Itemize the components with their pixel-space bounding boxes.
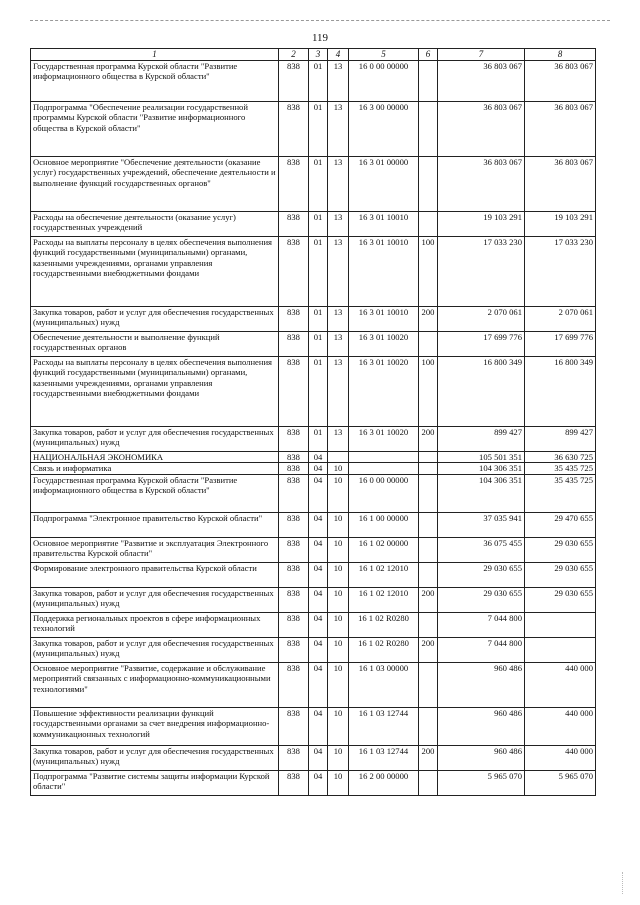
table-row — [31, 212, 596, 237]
cell-section: 04 — [309, 707, 328, 745]
table-row — [31, 662, 596, 707]
cell-amount-2: 2 070 061 — [525, 307, 596, 332]
cell-subsection: 10 — [328, 587, 349, 612]
cell-target-article: 16 3 01 10010 — [349, 212, 419, 237]
cell-name: Формирование электронного правительства Курской области — [31, 562, 279, 587]
cell-amount-2: 16 800 349 — [525, 357, 596, 427]
cell-amount-2 — [525, 637, 596, 662]
top-dashed-rule — [30, 20, 610, 21]
header-col-5: 5 — [349, 49, 419, 61]
cell-amount-1: 899 427 — [438, 427, 525, 452]
cell-name: Основное мероприятие "Обеспечение деятельности (оказание услуг) государственных учреждений, обеспечение деятельности и выполнение функций государственных органов" — [31, 157, 279, 212]
cell-section: 01 — [309, 427, 328, 452]
header-col-4: 4 — [328, 49, 349, 61]
cell-grbs: 838 — [279, 102, 309, 157]
table-row — [31, 637, 596, 662]
table-row — [31, 612, 596, 637]
header-col-8: 8 — [525, 49, 596, 61]
cell-expense-type — [419, 61, 438, 102]
cell-subsection: 10 — [328, 612, 349, 637]
cell-expense-type — [419, 474, 438, 512]
cell-grbs: 838 — [279, 332, 309, 357]
cell-section: 04 — [309, 537, 328, 562]
cell-grbs: 838 — [279, 307, 309, 332]
cell-target-article: 16 3 01 10020 — [349, 427, 419, 452]
cell-amount-2: 35 435 725 — [525, 463, 596, 474]
cell-name: Связь и информатика — [31, 463, 279, 474]
cell-grbs: 838 — [279, 212, 309, 237]
table-row — [31, 537, 596, 562]
cell-name: Основное мероприятие "Развитие, содержание и обслуживание мероприятий связанных с информационно-коммуникационными технологиями" — [31, 662, 279, 707]
table-row — [31, 587, 596, 612]
table-row — [31, 357, 596, 427]
cell-target-article: 16 3 01 10020 — [349, 357, 419, 427]
cell-target-article: 16 1 02 00000 — [349, 537, 419, 562]
cell-section: 01 — [309, 102, 328, 157]
cell-amount-1: 5 965 070 — [438, 770, 525, 795]
cell-name: Закупка товаров, работ и услуг для обеспечения государственных (муниципальных) нужд — [31, 637, 279, 662]
cell-amount-2: 29 470 655 — [525, 512, 596, 537]
cell-name: Подпрограмма "Обеспечение реализации государственной программы Курской области "Развитие информационного общества в Курской области" — [31, 102, 279, 157]
cell-section: 04 — [309, 770, 328, 795]
cell-expense-type — [419, 212, 438, 237]
cell-grbs: 838 — [279, 537, 309, 562]
cell-target-article: 16 3 01 00000 — [349, 157, 419, 212]
cell-amount-1: 17 699 776 — [438, 332, 525, 357]
cell-grbs: 838 — [279, 452, 309, 463]
table-row — [31, 562, 596, 587]
cell-name: Закупка товаров, работ и услуг для обеспечения государственных (муниципальных) нужд — [31, 427, 279, 452]
cell-amount-1: 36 803 067 — [438, 102, 525, 157]
cell-subsection: 13 — [328, 307, 349, 332]
cell-subsection: 10 — [328, 512, 349, 537]
scan-edge-mark — [622, 872, 629, 894]
table-row — [31, 102, 596, 157]
cell-name: Государственная программа Курской области "Развитие информационного общества в Курской области" — [31, 61, 279, 102]
cell-amount-2: 36 803 067 — [525, 157, 596, 212]
table-row — [31, 745, 596, 770]
cell-section: 04 — [309, 512, 328, 537]
cell-subsection: 10 — [328, 537, 349, 562]
cell-subsection: 13 — [328, 237, 349, 307]
cell-expense-type: 200 — [419, 307, 438, 332]
cell-expense-type — [419, 157, 438, 212]
cell-target-article: 16 3 01 10020 — [349, 332, 419, 357]
cell-amount-2: 29 030 655 — [525, 562, 596, 587]
header-col-2: 2 — [279, 49, 309, 61]
table-row — [31, 463, 596, 474]
cell-amount-1: 37 035 941 — [438, 512, 525, 537]
cell-amount-2: 36 803 067 — [525, 61, 596, 102]
cell-expense-type — [419, 612, 438, 637]
table-row — [31, 707, 596, 745]
cell-section: 01 — [309, 237, 328, 307]
table-row — [31, 474, 596, 512]
cell-section: 01 — [309, 212, 328, 237]
cell-amount-2: 29 030 655 — [525, 537, 596, 562]
cell-name: Расходы на выплаты персоналу в целях обеспечения выполнения функций государственными (муниципальными) органами, казенными учреждениями, органами управления государственными внебюджетными фондами — [31, 237, 279, 307]
cell-section: 04 — [309, 587, 328, 612]
cell-name: Закупка товаров, работ и услуг для обеспечения государственных (муниципальных) нужд — [31, 587, 279, 612]
cell-amount-1: 36 803 067 — [438, 157, 525, 212]
cell-section: 04 — [309, 463, 328, 474]
cell-grbs: 838 — [279, 637, 309, 662]
cell-grbs: 838 — [279, 770, 309, 795]
cell-amount-2: 440 000 — [525, 745, 596, 770]
cell-amount-1: 960 486 — [438, 662, 525, 707]
cell-target-article: 16 1 02 12010 — [349, 562, 419, 587]
cell-amount-1: 960 486 — [438, 745, 525, 770]
table-row — [31, 61, 596, 102]
cell-target-article — [349, 452, 419, 463]
table-row — [31, 237, 596, 307]
cell-section: 04 — [309, 612, 328, 637]
table-row — [31, 157, 596, 212]
cell-target-article: 16 1 03 12744 — [349, 707, 419, 745]
cell-target-article — [349, 463, 419, 474]
table-row — [31, 452, 596, 463]
cell-amount-1: 17 033 230 — [438, 237, 525, 307]
cell-amount-1: 104 306 351 — [438, 463, 525, 474]
cell-grbs: 838 — [279, 612, 309, 637]
cell-name: НАЦИОНАЛЬНАЯ ЭКОНОМИКА — [31, 452, 279, 463]
cell-expense-type: 200 — [419, 427, 438, 452]
cell-grbs: 838 — [279, 587, 309, 612]
cell-amount-2 — [525, 612, 596, 637]
cell-target-article: 16 1 02 12010 — [349, 587, 419, 612]
cell-subsection: 10 — [328, 662, 349, 707]
cell-grbs: 838 — [279, 463, 309, 474]
cell-grbs: 838 — [279, 474, 309, 512]
cell-expense-type: 200 — [419, 745, 438, 770]
cell-section: 01 — [309, 61, 328, 102]
cell-grbs: 838 — [279, 237, 309, 307]
cell-target-article: 16 3 01 10010 — [349, 237, 419, 307]
cell-amount-1: 7 044 800 — [438, 612, 525, 637]
cell-grbs: 838 — [279, 512, 309, 537]
cell-expense-type — [419, 512, 438, 537]
cell-section: 01 — [309, 157, 328, 212]
cell-subsection: 13 — [328, 212, 349, 237]
cell-expense-type — [419, 707, 438, 745]
cell-amount-2: 5 965 070 — [525, 770, 596, 795]
cell-section: 04 — [309, 662, 328, 707]
cell-grbs: 838 — [279, 357, 309, 427]
cell-expense-type: 200 — [419, 637, 438, 662]
cell-amount-1: 104 306 351 — [438, 474, 525, 512]
cell-name: Закупка товаров, работ и услуг для обеспечения государственных (муниципальных) нужд — [31, 307, 279, 332]
cell-amount-2: 35 435 725 — [525, 474, 596, 512]
cell-amount-2: 17 699 776 — [525, 332, 596, 357]
cell-grbs: 838 — [279, 562, 309, 587]
cell-expense-type — [419, 562, 438, 587]
cell-name: Обеспечение деятельности и выполнение функций государственных органов — [31, 332, 279, 357]
cell-target-article: 16 3 00 00000 — [349, 102, 419, 157]
cell-target-article: 16 1 03 00000 — [349, 662, 419, 707]
cell-amount-2: 19 103 291 — [525, 212, 596, 237]
cell-subsection: 10 — [328, 474, 349, 512]
cell-amount-1: 36 803 067 — [438, 61, 525, 102]
cell-section: 01 — [309, 307, 328, 332]
cell-target-article: 16 2 00 00000 — [349, 770, 419, 795]
cell-grbs: 838 — [279, 662, 309, 707]
cell-subsection: 10 — [328, 745, 349, 770]
table-row — [31, 512, 596, 537]
cell-amount-2: 36 803 067 — [525, 102, 596, 157]
budget-table — [30, 48, 596, 796]
header-col-3: 3 — [309, 49, 328, 61]
cell-amount-1: 16 800 349 — [438, 357, 525, 427]
cell-expense-type: 100 — [419, 357, 438, 427]
cell-subsection: 13 — [328, 61, 349, 102]
cell-section: 04 — [309, 745, 328, 770]
cell-amount-2: 899 427 — [525, 427, 596, 452]
header-col-7: 7 — [438, 49, 525, 61]
table-header — [31, 49, 596, 61]
cell-grbs: 838 — [279, 745, 309, 770]
cell-amount-1: 960 486 — [438, 707, 525, 745]
cell-expense-type — [419, 332, 438, 357]
cell-expense-type — [419, 770, 438, 795]
cell-subsection: 10 — [328, 707, 349, 745]
cell-subsection: 13 — [328, 357, 349, 427]
cell-name: Подпрограмма "Электронное правительство Курской области" — [31, 512, 279, 537]
cell-expense-type — [419, 452, 438, 463]
page-number: 119 — [311, 32, 329, 44]
header-col-6: 6 — [419, 49, 438, 61]
cell-name: Расходы на обеспечение деятельности (оказание услуг) государственных учреждений — [31, 212, 279, 237]
cell-name: Основное мероприятие "Развитие и эксплуатация Электронного правительства Курской области" — [31, 537, 279, 562]
cell-subsection: 13 — [328, 332, 349, 357]
cell-target-article: 16 1 02 R0280 — [349, 637, 419, 662]
cell-section: 04 — [309, 474, 328, 512]
cell-amount-2: 29 030 655 — [525, 587, 596, 612]
cell-expense-type — [419, 537, 438, 562]
cell-amount-1: 7 044 800 — [438, 637, 525, 662]
cell-expense-type: 100 — [419, 237, 438, 307]
cell-expense-type — [419, 463, 438, 474]
cell-name: Подпрограмма "Развитие системы защиты информации Курской области" — [31, 770, 279, 795]
cell-section: 01 — [309, 357, 328, 427]
cell-amount-1: 36 075 455 — [438, 537, 525, 562]
cell-grbs: 838 — [279, 427, 309, 452]
cell-amount-2: 440 000 — [525, 662, 596, 707]
table-row — [31, 427, 596, 452]
cell-expense-type — [419, 102, 438, 157]
cell-name: Государственная программа Курской области "Развитие информационного общества в Курской области" — [31, 474, 279, 512]
cell-expense-type — [419, 662, 438, 707]
cell-target-article: 16 0 00 00000 — [349, 474, 419, 512]
cell-name: Повышение эффективности реализации функций государственными органами за счет внедрения информационно-коммуникационных технологий — [31, 707, 279, 745]
cell-section: 04 — [309, 452, 328, 463]
cell-amount-1: 29 030 655 — [438, 562, 525, 587]
cell-section: 01 — [309, 332, 328, 357]
cell-target-article: 16 1 02 R0280 — [349, 612, 419, 637]
cell-target-article: 16 1 03 12744 — [349, 745, 419, 770]
cell-section: 04 — [309, 562, 328, 587]
cell-amount-1: 105 501 351 — [438, 452, 525, 463]
table-row — [31, 770, 596, 795]
cell-subsection: 13 — [328, 102, 349, 157]
cell-amount-1: 2 070 061 — [438, 307, 525, 332]
cell-amount-1: 19 103 291 — [438, 212, 525, 237]
cell-grbs: 838 — [279, 707, 309, 745]
cell-target-article: 16 0 00 00000 — [349, 61, 419, 102]
cell-name: Поддержка региональных проектов в сфере информационных технологий — [31, 612, 279, 637]
table-row — [31, 332, 596, 357]
cell-amount-2: 440 000 — [525, 707, 596, 745]
cell-name: Расходы на выплаты персоналу в целях обеспечения выполнения функций государственными (муниципальными) органами, казенными учреждениями, органами управления государственными внебюджетными фондами — [31, 357, 279, 427]
header-row — [31, 49, 596, 61]
cell-grbs: 838 — [279, 157, 309, 212]
cell-subsection: 10 — [328, 770, 349, 795]
header-col-1: 1 — [31, 49, 279, 61]
cell-amount-1: 29 030 655 — [438, 587, 525, 612]
table-row — [31, 307, 596, 332]
cell-name: Закупка товаров, работ и услуг для обеспечения государственных (муниципальных) нужд — [31, 745, 279, 770]
cell-subsection — [328, 452, 349, 463]
cell-amount-2: 36 630 725 — [525, 452, 596, 463]
cell-subsection: 13 — [328, 157, 349, 212]
cell-target-article: 16 3 01 10010 — [349, 307, 419, 332]
table-body — [31, 61, 596, 796]
cell-subsection: 13 — [328, 427, 349, 452]
cell-target-article: 16 1 00 00000 — [349, 512, 419, 537]
cell-subsection: 10 — [328, 463, 349, 474]
cell-section: 04 — [309, 637, 328, 662]
cell-subsection: 10 — [328, 562, 349, 587]
cell-amount-2: 17 033 230 — [525, 237, 596, 307]
cell-grbs: 838 — [279, 61, 309, 102]
cell-subsection: 10 — [328, 637, 349, 662]
cell-expense-type: 200 — [419, 587, 438, 612]
